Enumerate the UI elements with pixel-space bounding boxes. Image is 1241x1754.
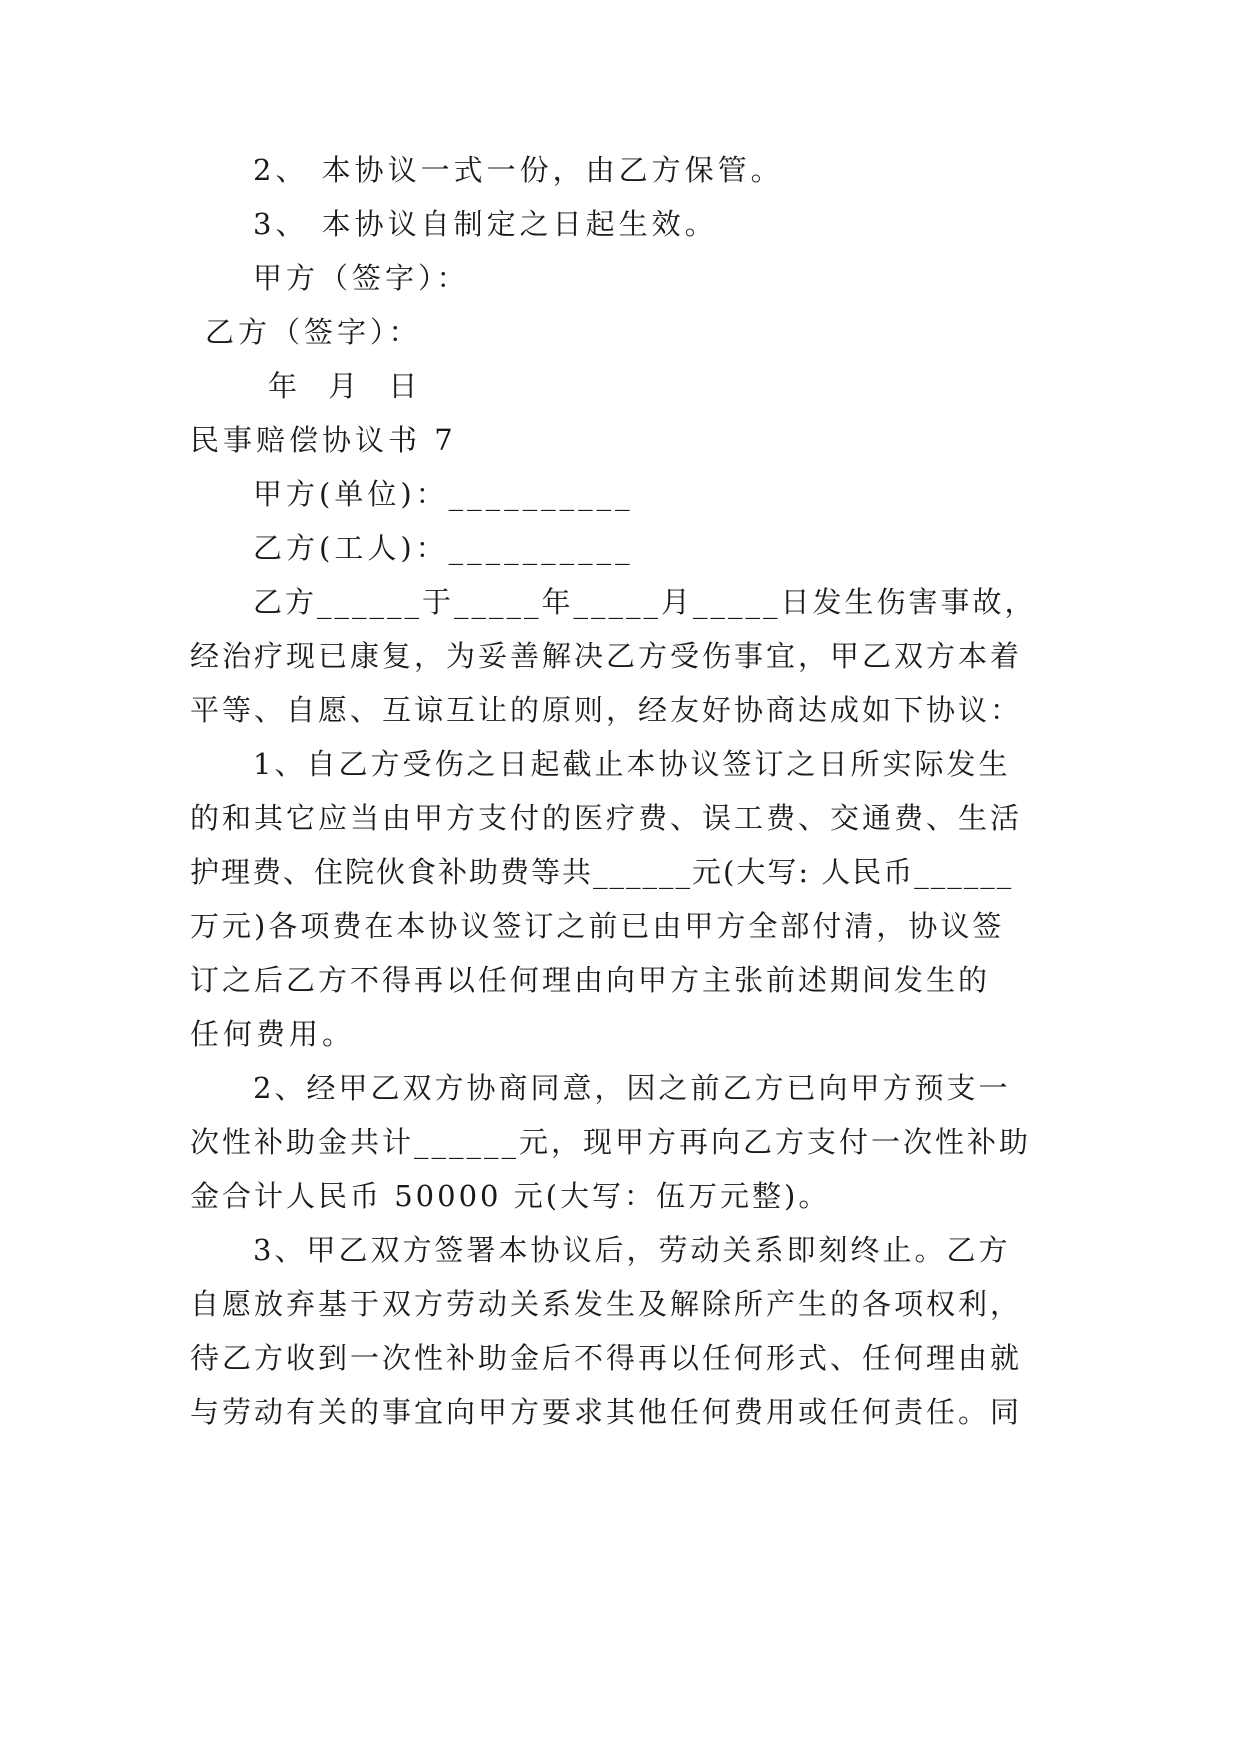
para-2-line-6: 任何费用。 [190, 1017, 356, 1051]
para-2-line-3: 护理费、住院伙食补助费等共______元(大写: 人民币______ [190, 855, 1014, 889]
party-a-unit: 甲方(单位)：__________ [253, 477, 634, 511]
clause-2-copies: 2、 本协议一式一份，由乙方保管。 [253, 153, 784, 187]
clause-3-effective: 3、 本协议自制定之日起生效。 [253, 207, 718, 241]
para-3-line-2: 次性补助金共计______元，现甲方再向乙方支付一次性补助 [190, 1125, 1032, 1159]
date-line: 年 月 日 [268, 369, 422, 403]
para-4-line-2: 自愿放弃基于双方劳动关系发生及解除所产生的各项权利， [190, 1287, 1023, 1321]
para-4-line-4: 与劳动有关的事宜向甲方要求其他任何费用或任何责任。同 [190, 1395, 1023, 1429]
party-b-worker: 乙方(工人)：__________ [253, 531, 634, 565]
para-4-line-3: 待乙方收到一次性补助金后不得再以任何形式、任何理由就 [190, 1341, 1023, 1375]
para-2-line-2: 的和其它应当由甲方支付的医疗费、误工费、交通费、生活 [190, 801, 1023, 835]
para-2-line-1: 1、自乙方受伤之日起截止本协议签订之日所实际发生 [253, 747, 1011, 781]
party-a-signature: 甲方（签字）： [253, 261, 470, 295]
para-4-line-1: 3、甲乙双方签署本协议后，劳动关系即刻终止。乙方 [253, 1233, 1011, 1267]
document-title: 民事赔偿协议书 7 [190, 423, 457, 457]
para-1-line-1: 乙方______于_____年_____月_____日发生伤害事故， [253, 585, 1037, 619]
para-1-line-3: 平等、自愿、互谅互让的原则，经友好协商达成如下协议： [190, 693, 1023, 727]
para-3-line-3: 金合计人民币 50000 元(大写：伍万元整)。 [190, 1179, 831, 1213]
para-2-line-5: 订之后乙方不得再以任何理由向甲方主张前述期间发生的 [190, 963, 991, 997]
para-2-line-4: 万元)各项费在本协议签订之前已由甲方全部付清，协议签 [190, 909, 1005, 943]
party-b-signature: 乙方（签字）： [205, 315, 422, 349]
para-3-line-1: 2、经甲乙双方协商同意，因之前乙方已向甲方预支一 [253, 1071, 1011, 1105]
para-1-line-2: 经治疗现已康复，为妥善解决乙方受伤事宜，甲乙双方本着 [190, 639, 1023, 673]
